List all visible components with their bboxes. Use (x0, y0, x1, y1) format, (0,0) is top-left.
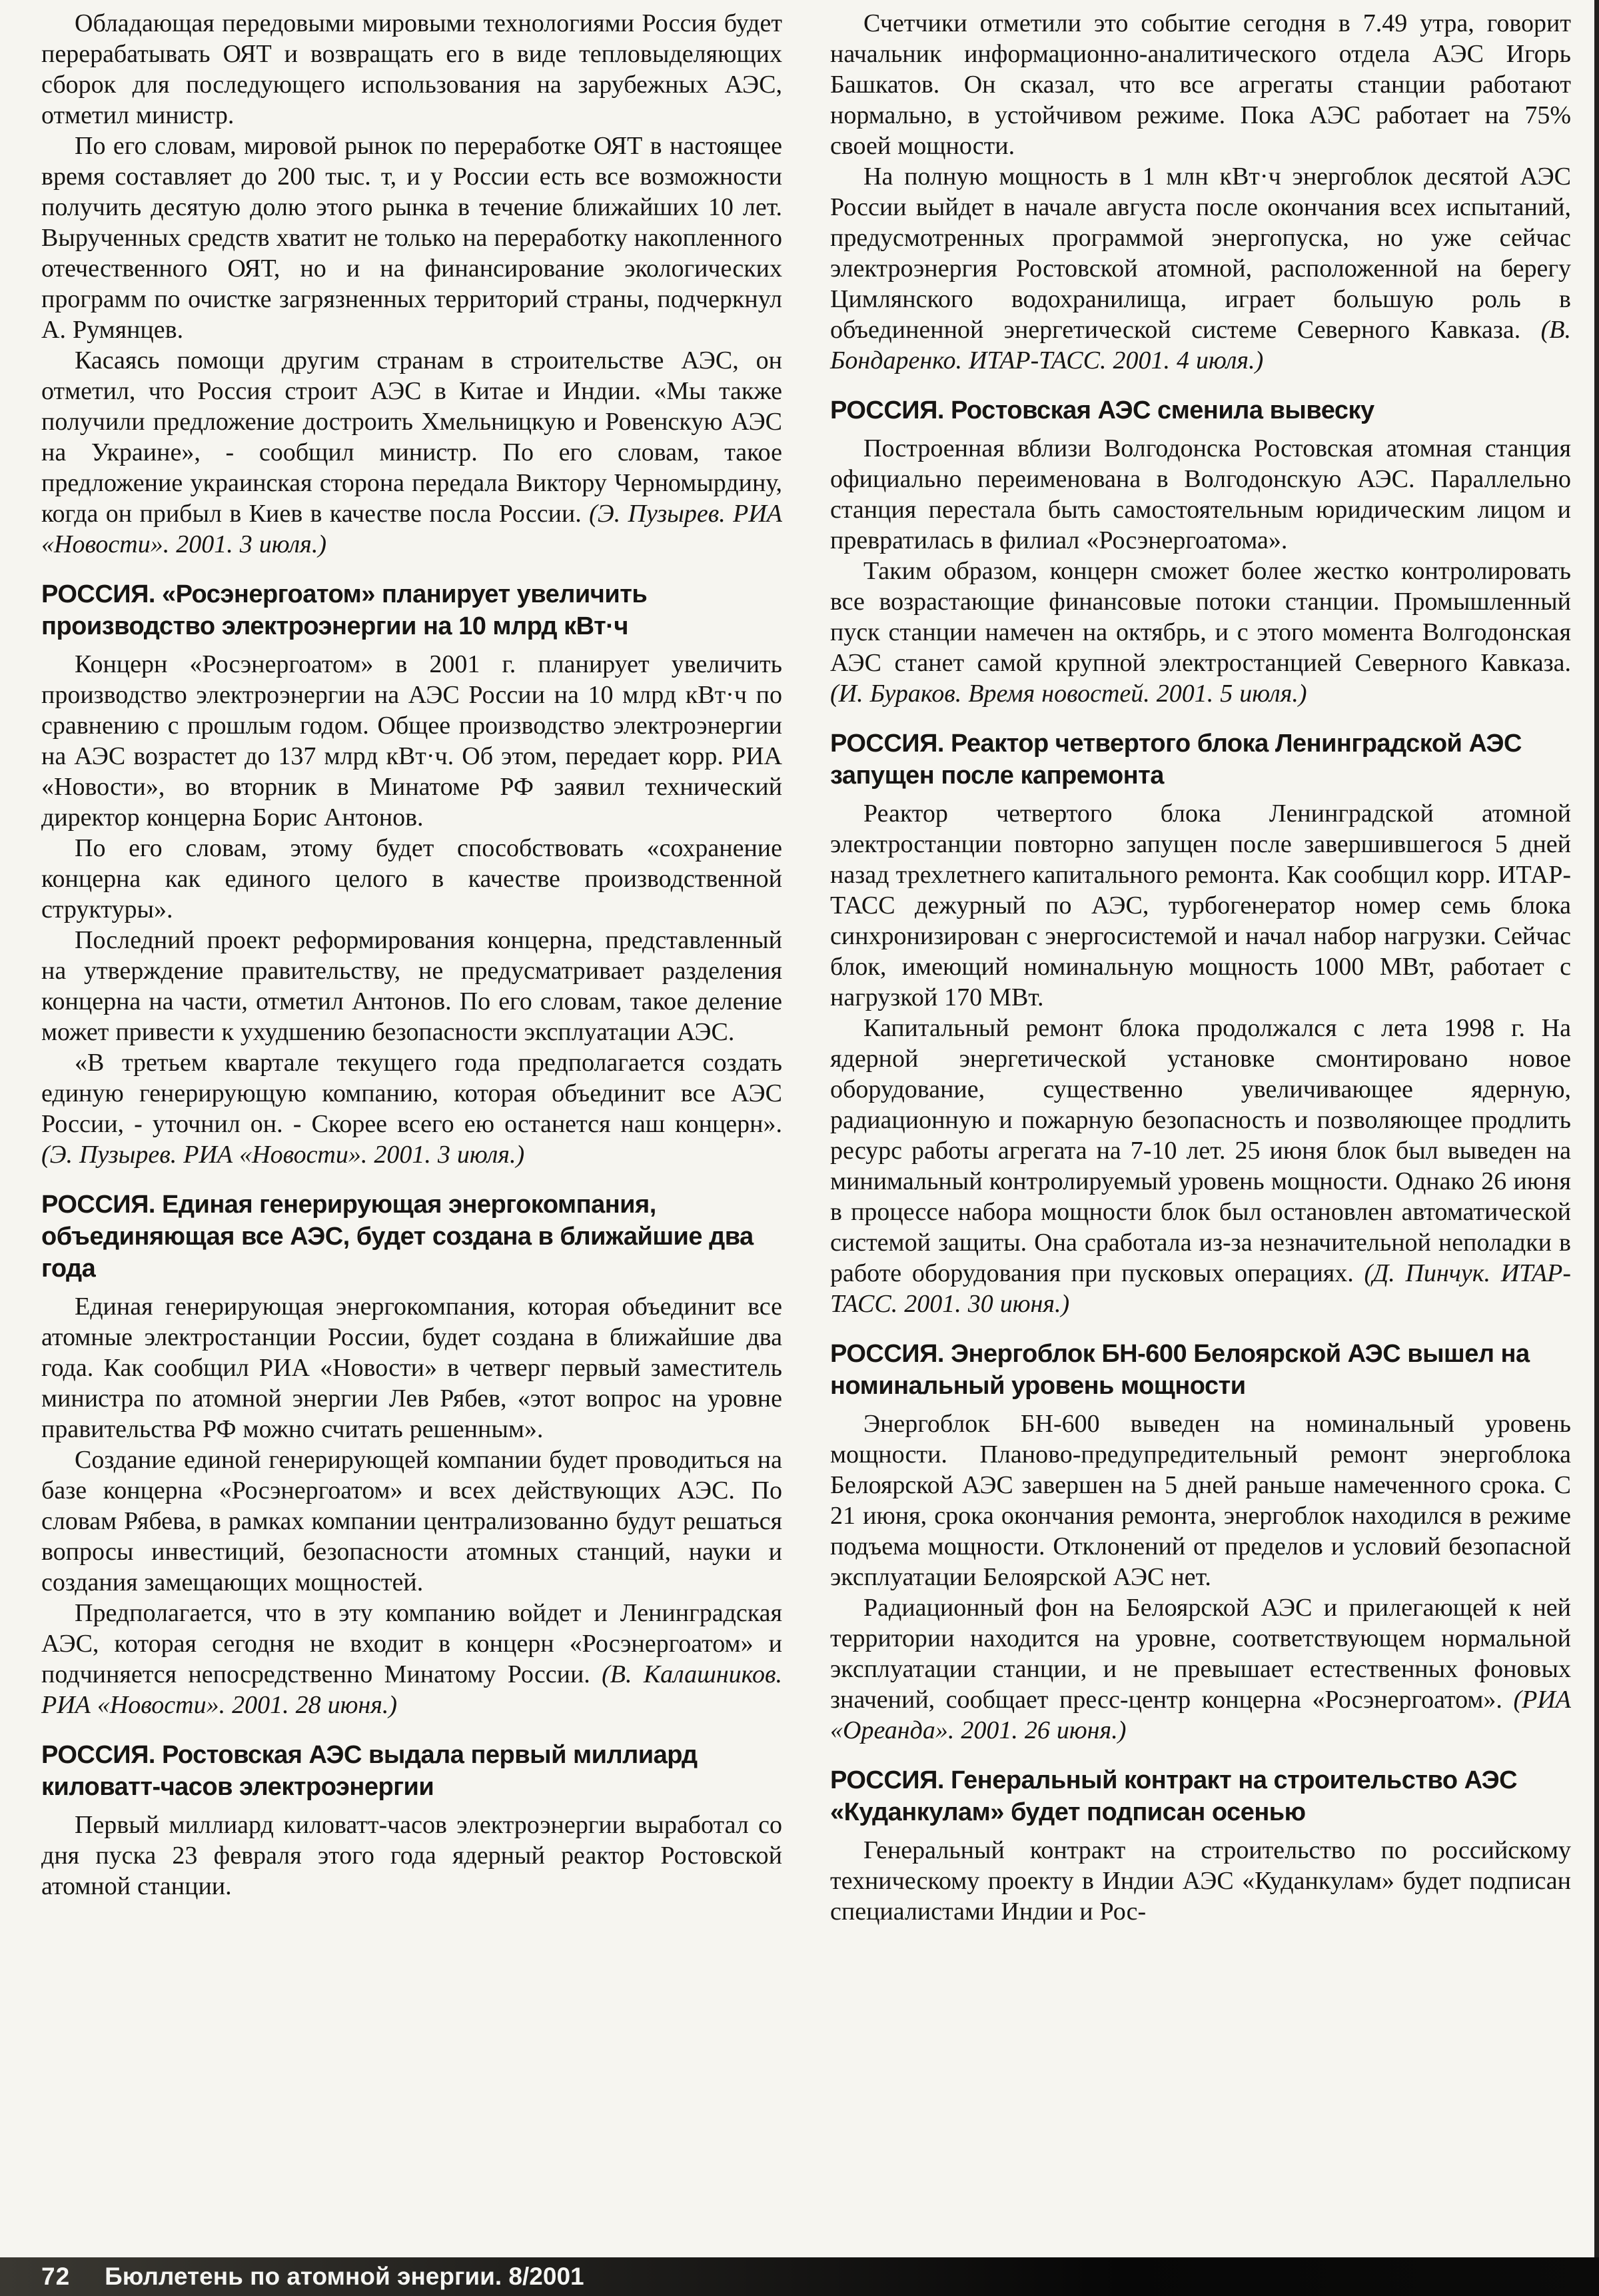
news-paragraph (830, 556, 1571, 709)
article-heading (41, 1739, 782, 1803)
scan-edge-artifact (1594, 0, 1599, 2296)
article-heading (830, 728, 1571, 792)
paragraph-text: Единая генерирующая энергокомпания, которая объединит все атомные электростанции России, будет создана в ближайшие два года. Как сообщил РИА «Новости» в четверг первый заместитель министра по атомной энергии Лев Рябев, «этот вопрос на уровне правительства РФ можно считать решенным». (41, 1293, 782, 1443)
news-paragraph (41, 1810, 782, 1902)
page-number: 72 (41, 2263, 71, 2290)
news-paragraph (830, 1592, 1571, 1746)
news-paragraph (830, 1013, 1571, 1319)
paragraph-text: Создание единой генерирующей компании будет проводиться на базе концерна «Росэнергоатом» и всех действующих АЭС. По словам Рябева, в рамках компании централизованно будут решаться вопросы инвестиций, безопасности атомных станций, науки и создания замещающих мощностей. (41, 1446, 782, 1596)
source-citation: (РИА «Ореанда». 2001. 26 июня.) (830, 1686, 1571, 1744)
paragraph-text: Капитальный ремонт блока продолжался с лета 1998 г. На ядерной энергетической установке смонтировано новое оборудование, существенно увеличивающее ядерную, радиационную и пожарную безопасность и позволяющее продлить ресурс работы агрегата на 7-10 лет. 25 июня блок был выведен на минимальный контролируемый уровень мощности. Однако 26 июня в процессе набора мощности блок был остановлен автоматической системой защиты. Она сработала из-за незначительной неполадки в работе оборудования при пусковых операциях. (830, 1014, 1571, 1287)
news-paragraph (41, 131, 782, 345)
journal-title: Бюллетень по атомной энергии. 8/2001 (105, 2263, 584, 2290)
paragraph-text: По его словам, мировой рынок по переработке ОЯТ в настоящее время составляет до 200 тыс. т, и у России есть все возможности получить десятую долю этого рынка в течение ближайших 10 лет. Вырученных средств хватит не только на переработку накопленного отечественного ОЯТ, но и на финансирование экологических программ по очистке загрязненных территорий страны, подчеркнул А. Румянцев. (41, 132, 782, 344)
source-citation: (Э. Пузырев. РИА «Новости». 2001. 3 июля.) (41, 500, 782, 558)
article-heading (41, 578, 782, 642)
heading-text: РОССИЯ. Реактор четвертого блока Ленинградской АЭС запущен после капремонта (830, 730, 1522, 790)
paragraph-text: Построенная вблизи Волгодонска Ростовская атомная станция официально переименована в Волгодонскую АЭС. Параллельно станция перестала быть самостоятельным юридическим лицом и превратилась в филиал «Росэнергоатома». (830, 434, 1571, 554)
paragraph-text: Счетчики отметили это событие сегодня в 7.49 утра, говорит начальник информационно-аналитического отдела АЭС Игорь Башкатов. Он сказал, что все агрегаты станции работают нормально, в устойчивом режиме. Пока АЭС работает на 75% своей мощности. (830, 9, 1571, 160)
article-heading (830, 394, 1571, 426)
paragraph-text: Концерн «Росэнергоатом» в 2001 г. планирует увеличить производство электроэнергии на АЭС России на 10 млрд кВт·ч по сравнению с прошлым годом. Общее производство электроэнергии на АЭС возрастет до 137 млрд кВт·ч. Об этом, передает корр. РИА «Новости», во вторник в Минатоме РФ заявил технический директор концерна Борис Антонов. (41, 650, 782, 832)
source-citation: (Д. Пинчук. ИТАР-ТАСС. 2001. 30 июня.) (830, 1259, 1572, 1318)
heading-text: РОССИЯ. Генеральный контракт на строительство АЭС «Куданкулам» будет подписан осенью (830, 1766, 1518, 1826)
article-heading (41, 1189, 782, 1285)
article-heading (830, 1764, 1571, 1828)
news-paragraph (41, 649, 782, 833)
news-paragraph (41, 345, 782, 560)
left-column (41, 8, 782, 1927)
source-citation: (В. Калашников. РИА «Новости». 2001. 28 июня.) (41, 1660, 782, 1719)
paragraph-text: Радиационный фон на Белоярской АЭС и прилегающей к ней территории находится на уровне, соответствующем нормальной эксплуатации станции, и не превышает естественных фоновых значений, сообщает пресс-центр концерна «Росэнергоатом». (830, 1594, 1571, 1714)
paragraph-text: Обладающая передовыми мировыми технологиями Россия будет перерабатывать ОЯТ и возвращать его в виде тепловыделяющих сборок для последующего использования на зарубежных АЭС, отметил министр. (41, 9, 782, 129)
heading-text: РОССИЯ. «Росэнергоатом» планирует увеличить производство электроэнергии на 10 млрд кВт·ч (41, 580, 648, 640)
news-paragraph (830, 1835, 1571, 1927)
news-paragraph (41, 8, 782, 131)
heading-text: РОССИЯ. Ростовская АЭС выдала первый миллиард киловатт-часов электроэнергии (41, 1741, 698, 1801)
right-column (830, 8, 1571, 1927)
source-citation: (Э. Пузырев. РИА «Новости». 2001. 3 июля.) (41, 1141, 525, 1169)
paragraph-text: Реактор четвертого блока Ленинградской атомной электростанции повторно запущен после завершившегося 5 дней назад трехлетнего капитального ремонта. Как сообщил корр. ИТАР-ТАСС дежурный по АЭС, турбогенератор номер семь блока синхронизирован с энергосистемой и начал набор нагрузки. Сейчас блок, имеющий номинальную мощность 1000 МВт, работает с нагрузкой 170 МВт. (830, 800, 1571, 1011)
paragraph-text: Предполагается, что в эту компанию войдет и Ленинградская АЭС, которая сегодня не входит в концерн «Росэнергоатом» и подчиняется непосредственно Минатому России. (41, 1599, 782, 1688)
news-paragraph (830, 798, 1571, 1013)
news-paragraph (41, 925, 782, 1047)
paragraph-text: Энергоблок БН-600 выведен на номинальный уровень мощности. Планово-предупредительный ремонт энергоблока Белоярской АЭС завершен на 5 дней раньше намеченного срока. С 21 июня, срока окончания ремонта, энергоблок находился в режиме подъема мощности. Отклонений от пределов и условий безопасной эксплуатации Белоярской АЭС нет. (830, 1410, 1571, 1591)
page-footer (0, 2257, 1599, 2296)
heading-text: РОССИЯ. Единая генерирующая энергокомпания, объединяющая все АЭС, будет создана в ближайшие два года (41, 1191, 754, 1283)
source-citation: (И. Бураков. Время новостей. 2001. 5 июля.) (830, 680, 1307, 708)
news-paragraph (830, 8, 1571, 161)
article-heading (830, 1338, 1571, 1402)
news-paragraph (41, 1291, 782, 1444)
news-paragraph (41, 1598, 782, 1720)
paragraph-text: Последний проект реформирования концерна, представленный на утверждение правительству, не предусматривает разделения концерна на части, отметил Антонов. По его словам, такое деление может привести к ухудшению безопасности эксплуатации АЭС. (41, 926, 782, 1046)
news-paragraph (41, 1444, 782, 1598)
paragraph-text: Таким образом, концерн сможет более жестко контролировать все возрастающие финансовые потоки станции. Промышленный пуск станции намечен на октябрь, и с этого момента Волгодонская АЭС станет самой крупной электростанцией Северного Кавказа. (830, 557, 1571, 677)
news-paragraph (830, 161, 1571, 376)
source-citation: (В. Бондаренко. ИТАР-ТАСС. 2001. 4 июля.) (830, 316, 1571, 374)
news-paragraph (830, 433, 1571, 556)
paragraph-text: По его словам, этому будет способствовать «сохранение концерна как единого целого в качестве производственной структуры». (41, 834, 782, 923)
paragraph-text: Первый миллиард киловатт-часов электроэнергии выработал со дня пуска 23 февраля этого года ядерный реактор Ростовской атомной станции. (41, 1811, 782, 1900)
paragraph-text: Генеральный контракт на строительство по российскому техническому проекту в Индии АЭС «Куданкулам» будет подписан специалистами Индии и Рос- (830, 1836, 1571, 1926)
news-paragraph (41, 833, 782, 925)
heading-text: РОССИЯ. Ростовская АЭС сменила вывеску (830, 396, 1374, 424)
news-paragraph (830, 1409, 1571, 1592)
heading-text: РОССИЯ. Энергоблок БН-600 Белоярской АЭС вышел на номинальный уровень мощности (830, 1340, 1530, 1400)
paragraph-text: На полную мощность в 1 млн кВт·ч энергоблок десятой АЭС России выйдет в начале августа после окончания всех испытаний, предусмотренных программой энергопуска, но уже сейчас электроэнергия Ростовской атомной, расположенной на берегу Цимлянского водохранилища, играет большую роль в объединенной энергетической системе Северного Кавказа. (830, 163, 1571, 344)
paragraph-text: Касаясь помощи другим странам в строительстве АЭС, он отметил, что Россия строит АЭС в Китае и Индии. «Мы также получили предложение достроить Хмельницкую и Ровенскую АЭС на Украине», - сообщил министр. По его словам, такое предложение украинская сторона передала Виктору Черномырдину, когда он прибыл в Киев в качестве посла России. (41, 346, 782, 528)
paragraph-text: «В третьем квартале текущего года предполагается создать единую генерирующую компанию, которая объединит все АЭС России, - уточнил он. - Скорее всего ею останется наш концерн». (41, 1049, 782, 1138)
news-paragraph (41, 1047, 782, 1170)
